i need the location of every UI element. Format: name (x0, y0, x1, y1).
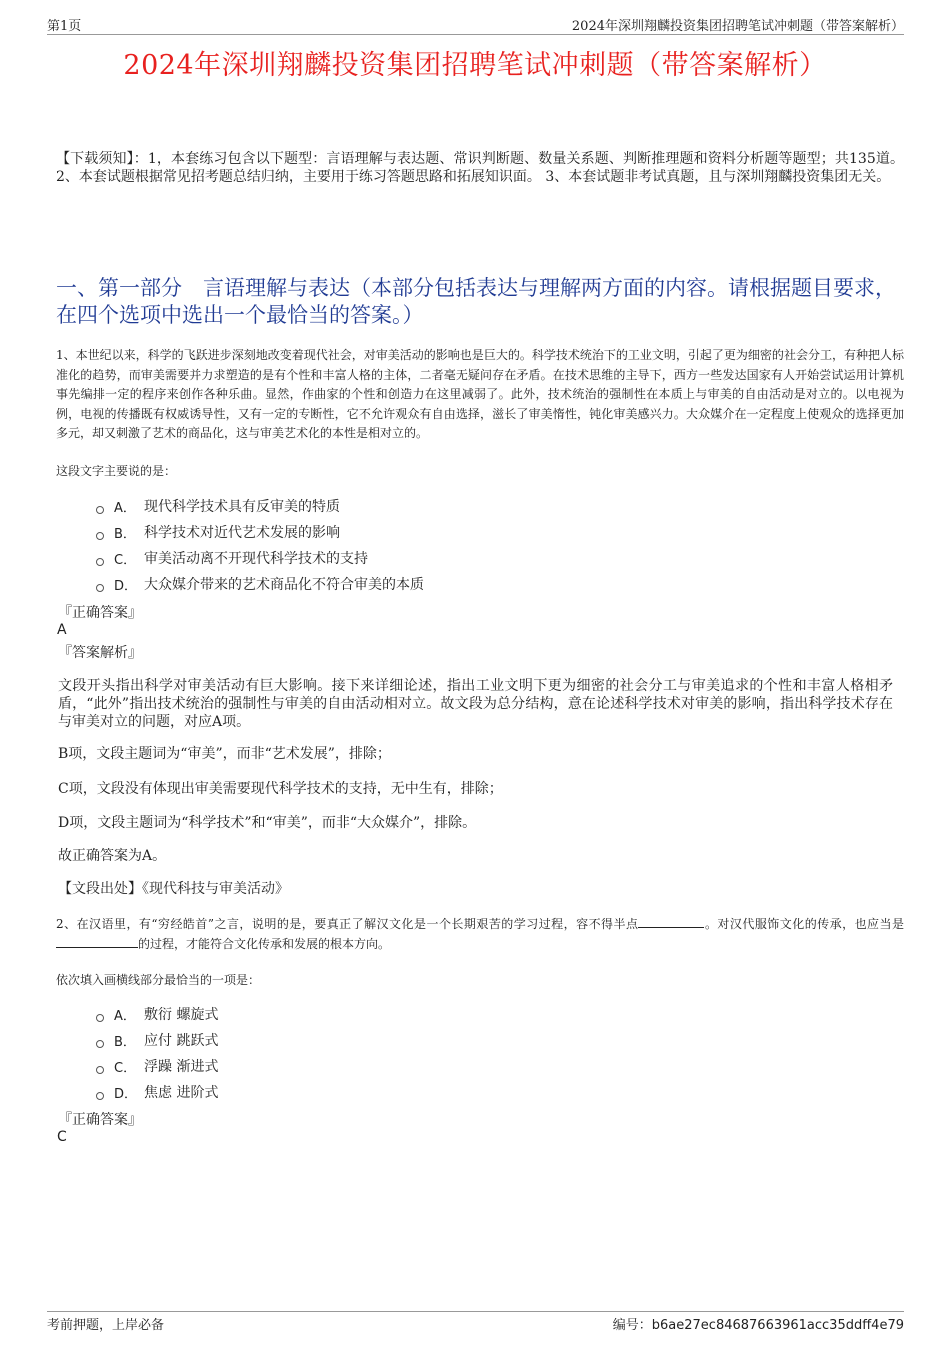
stem-text: 。对汉代服饰文化的传承，也应当是 (704, 917, 904, 931)
option-b[interactable] (96, 1027, 218, 1053)
fill-blank-2 (56, 937, 138, 948)
option-text: 科学技术对近代艺术发展的影响 (144, 525, 340, 541)
radio-icon[interactable] (96, 1040, 104, 1048)
section-heading: 一、第一部分 言语理解与表达（本部分包括表达与理解两方面的内容。请根据题目要求，在四个选项中选出一个最恰当的答案。） (56, 276, 896, 327)
option-d[interactable] (96, 1079, 218, 1105)
stem-text: 的过程，才能符合文化传承和发展的根本方向。 (138, 936, 391, 951)
option-letter: A． (114, 500, 136, 516)
code-label: 编号： (612, 1318, 652, 1333)
radio-icon[interactable] (96, 1066, 104, 1074)
option-b[interactable] (96, 519, 424, 545)
header-divider (47, 34, 904, 35)
analysis-paragraph: D项，文段主题词为“科学技术”和“审美”，而非“大众媒介”，排除。 (58, 815, 477, 831)
analysis-label: 『答案解析』 (58, 645, 142, 661)
correct-answer: A (57, 622, 67, 638)
question-2-ask: 依次填入画横线部分最恰当的一项是： (56, 973, 261, 987)
question-1-options (96, 493, 424, 597)
option-letter: D． (114, 1086, 138, 1102)
analysis-paragraph: C项，文段没有体现出审美需要现代科学技术的支持，无中生有，排除； (58, 781, 503, 797)
question-2-stem (56, 915, 904, 954)
radio-icon[interactable] (96, 558, 104, 566)
option-text: 敷衍 螺旋式 (144, 1007, 219, 1023)
question-1-stem: 1、本世纪以来，科学的飞跃进步深刻地改变着现代社会，对审美活动的影响也是巨大的。科学技术统治下的工业文明，引起了更为细密的社会分工，有种把人标准化的趋势，而审美需要并力求塑造的是有个性和丰富人格的主体，二者毫无疑问存在矛盾。在技术思维的主导下，西方一些发达国家有人开始尝试运用计算机事先编排一定的程序来创作各种乐曲。显然，作曲家的个性和创造力在这里减弱了。此外，技术统治的强制性在本质上与审美的自由活动是对立的。以电视为例，电视的传播既有权威诱导性，又有一定的专断性，它不允许观众有自由选择，滋长了审美惰性，钝化审美感兴力。大众媒介在一定程度上使观众的选择更加多元，却又刺激了艺术的商品化，这与审美艺术化的本性是相对立的。 (56, 348, 904, 440)
stem-text: 2、在汉语里，有“穷经皓首”之言，说明的是，要真正了解汉文化是一个长期艰苦的学习过程，容不得半点 (56, 917, 639, 931)
option-text: 现代科学技术具有反审美的特质 (144, 499, 340, 515)
analysis-paragraph: B项，文段主题词为“审美”，而非“艺术发展”，排除； (58, 746, 391, 762)
radio-icon[interactable] (96, 584, 104, 592)
fill-blank-1 (638, 917, 704, 928)
option-d[interactable] (96, 571, 424, 597)
document-title: 2024年深圳翔麟投资集团招聘笔试冲刺题（带答案解析） (123, 50, 827, 81)
radio-icon[interactable] (96, 532, 104, 540)
document-code (613, 1314, 904, 1333)
footer-slogan: 考前押题，上岸必备 (47, 1318, 165, 1333)
option-a[interactable] (96, 1001, 218, 1027)
option-text: 焦虑 进阶式 (144, 1085, 219, 1101)
option-a[interactable] (96, 493, 424, 519)
correct-answer: C (57, 1129, 67, 1145)
option-letter: C． (114, 1060, 137, 1076)
option-letter: B． (114, 1034, 136, 1050)
question-1-ask: 这段文字主要说的是： (56, 464, 177, 478)
option-letter: A． (114, 1008, 136, 1024)
option-c[interactable] (96, 1053, 218, 1079)
correct-answer-label: 『正确答案』 (58, 605, 142, 621)
footer-divider (47, 1311, 904, 1312)
option-text: 应付 跳跃式 (144, 1033, 219, 1049)
option-letter: C． (114, 552, 137, 568)
option-text: 浮躁 渐进式 (144, 1059, 219, 1075)
code-value: b6ae27ec84687663961acc35ddff4e79 (651, 1318, 904, 1333)
option-text: 审美活动离不开现代科学技术的支持 (144, 551, 368, 567)
radio-icon[interactable] (96, 1092, 104, 1100)
analysis-paragraph: 文段开头指出科学对审美活动有巨大影响。接下来详细论述，指出工业文明下更为细密的社会分工与审美追求的个性和丰富人格相矛盾，“此外”指出技术统治的强制性与审美的自由活动相对立。故文段为总分结构，意在论述科学技术对审美的影响，指出科学技术存在与审美对立的问题，对应A项。 (58, 678, 893, 730)
option-letter: B． (114, 526, 136, 542)
question-2-options (96, 1001, 218, 1105)
download-notice: 【下载须知】：1，本套练习包含以下题型：言语理解与表达题、常识判断题、数量关系题、判断推理题和资料分析题等题型；共135道。 2、本套试题根据常见招考题总结归纳，主要用于练习答题思路和拓展知识面。 3、本套试题非考试真题，且与深圳翔麟投资集团无关。 (56, 151, 904, 185)
text-source: 【文段出处】《现代科技与审美活动》 (58, 881, 289, 897)
analysis-conclusion: 故正确答案为A。 (58, 848, 167, 864)
radio-icon[interactable] (96, 506, 104, 514)
option-c[interactable] (96, 545, 424, 571)
radio-icon[interactable] (96, 1014, 104, 1022)
header-doc-title: 2024年深圳翔麟投资集团招聘笔试冲刺题（带答案解析） (571, 19, 904, 34)
page-number: 第1页 (47, 19, 82, 34)
option-text: 大众媒介带来的艺术商品化不符合审美的本质 (144, 577, 424, 593)
option-letter: D． (114, 578, 138, 594)
correct-answer-label: 『正确答案』 (58, 1112, 142, 1128)
